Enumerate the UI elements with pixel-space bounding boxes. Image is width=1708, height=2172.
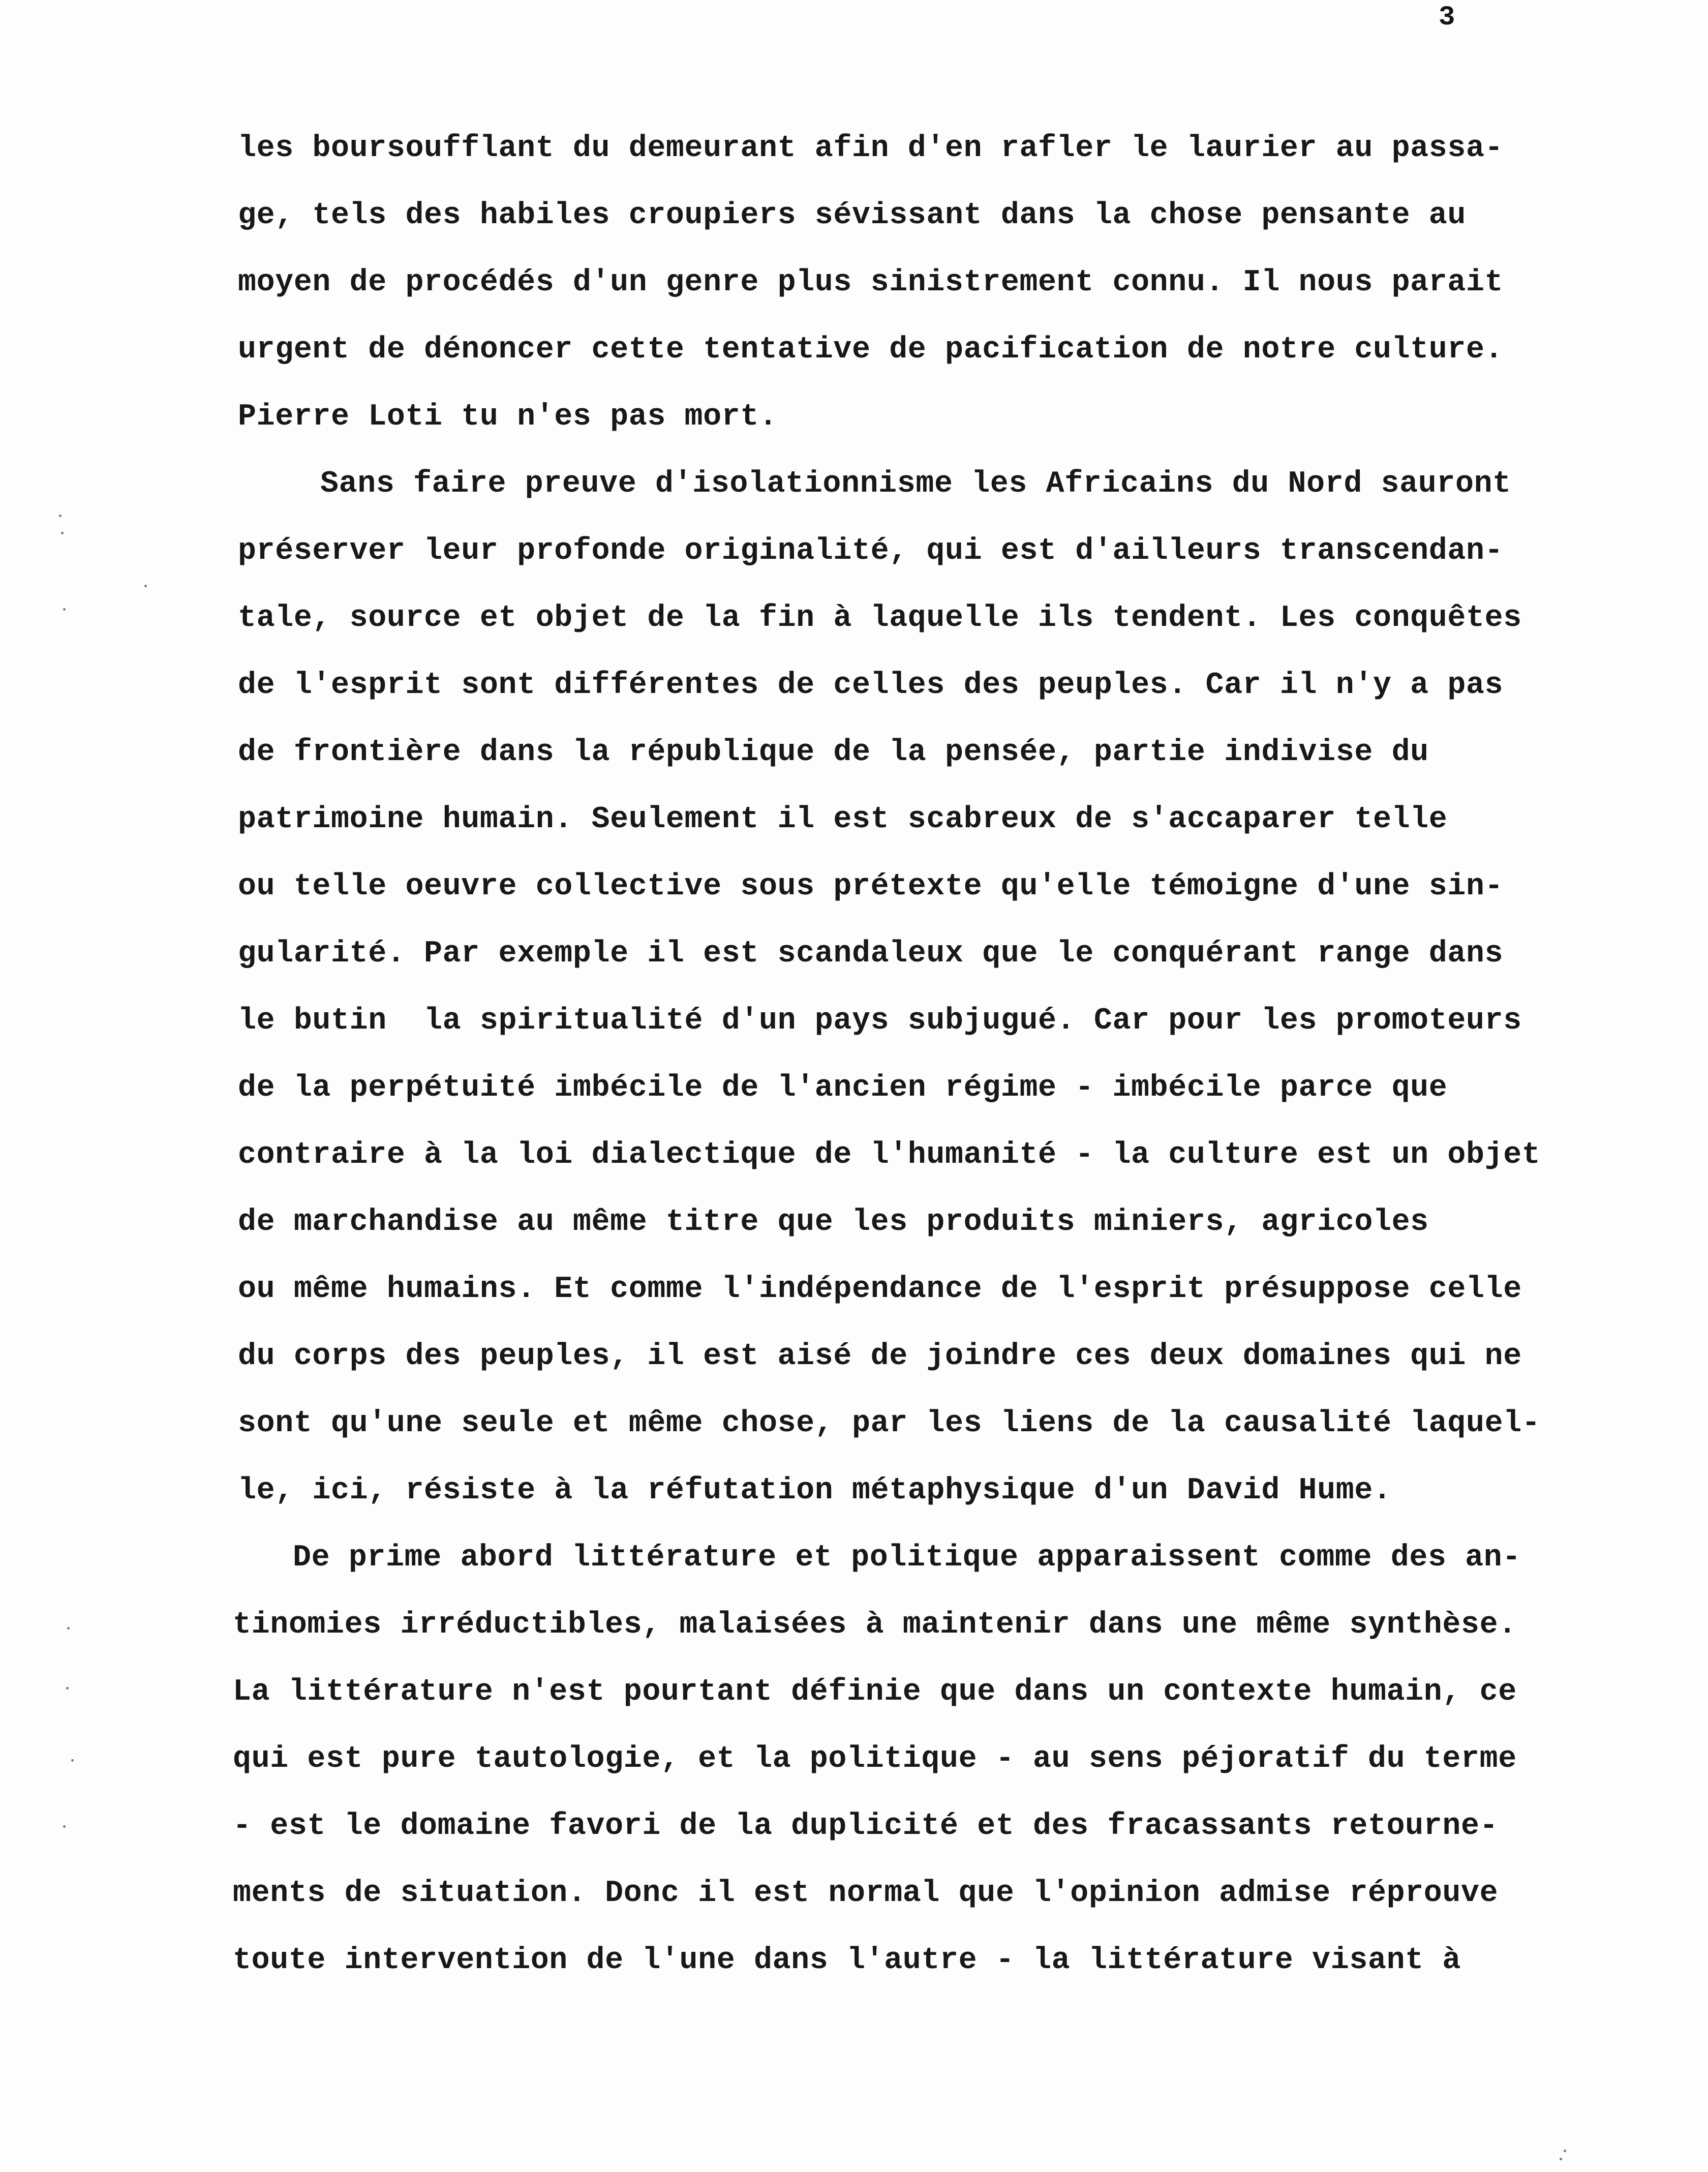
text-line: - est le domaine favori de la duplicité et des fracassants retourne-	[233, 1809, 1499, 1844]
text-line: de marchandise au même titre que les produits miniers, agricoles	[238, 1205, 1429, 1240]
text-line: de la perpétuité imbécile de l'ancien régime - imbécile parce que	[238, 1071, 1448, 1105]
scan-speck	[1560, 2158, 1562, 2160]
scan-speck	[144, 585, 147, 587]
text-line: contraire à la loi dialectique de l'humanité - la culture est un objet	[238, 1138, 1541, 1172]
text-line: le, ici, résiste à la réfutation métaphysique d'un David Hume.	[238, 1473, 1392, 1508]
text-line: tale, source et objet de la fin à laquelle ils tendent. Les conquêtes	[238, 601, 1522, 636]
text-line: du corps des peuples, il est aisé de joindre ces deux domaines qui ne	[238, 1339, 1522, 1374]
text-line: tinomies irréductibles, malaisées à maintenir dans une même synthèse.	[233, 1608, 1517, 1642]
text-line: ou même humains. Et comme l'indépendance de l'esprit présuppose celle	[238, 1272, 1522, 1307]
text-line: ments de situation. Donc il est normal que l'opinion admise réprouve	[233, 1876, 1499, 1911]
scan-speck	[63, 1825, 66, 1828]
text-line: qui est pure tautologie, et la politique - au sens péjoratif du terme	[233, 1742, 1517, 1776]
scan-speck	[59, 515, 62, 517]
text-line: Pierre Loti tu n'es pas mort.	[238, 400, 778, 434]
text-line: De prime abord littérature et politique apparaissent comme des an-	[293, 1541, 1521, 1575]
text-line: moyen de procédés d'un genre plus sinistrement connu. Il nous parait	[238, 265, 1504, 300]
text-line: toute intervention de l'une dans l'autre - la littérature visant à	[233, 1943, 1461, 1978]
scan-speck	[61, 532, 64, 534]
scan-speck	[71, 1759, 74, 1762]
scan-speck	[63, 608, 66, 611]
text-line: de l'esprit sont différentes de celles des peuples. Car il n'y a pas	[238, 668, 1504, 703]
text-line: sont qu'une seule et même chose, par les liens de la causalité laquel-	[238, 1406, 1541, 1441]
text-line: les boursoufflant du demeurant afin d'en rafler le laurier au passa-	[238, 131, 1504, 166]
text-line: La littérature n'est pourtant définie que dans un contexte humain, ce	[233, 1675, 1517, 1709]
text-line: gularité. Par exemple il est scandaleux que le conquérant range dans	[238, 937, 1504, 971]
text-line: de frontière dans la république de la pensée, partie indivise du	[238, 735, 1429, 770]
text-line: ou telle oeuvre collective sous prétexte qu'elle témoigne d'une sin-	[238, 869, 1504, 904]
scan-speck	[1564, 2150, 1566, 2152]
text-line: le butin la spiritualité d'un pays subjugué. Car pour les promoteurs	[238, 1004, 1522, 1038]
text-line: patrimoine humain. Seulement il est scabreux de s'accaparer telle	[238, 802, 1448, 837]
page-number: 3	[1439, 2, 1455, 33]
text-line: préserver leur profonde originalité, qui est d'ailleurs transcendan-	[238, 534, 1504, 568]
text-line: urgent de dénoncer cette tentative de pacification de notre culture.	[238, 333, 1504, 367]
scan-speck	[66, 1687, 69, 1690]
text-line: Sans faire preuve d'isolationnisme les Africains du Nord sauront	[320, 467, 1511, 501]
text-line: ge, tels des habiles croupiers sévissant dans la chose pensante au	[238, 198, 1466, 233]
scan-speck	[67, 1627, 70, 1630]
